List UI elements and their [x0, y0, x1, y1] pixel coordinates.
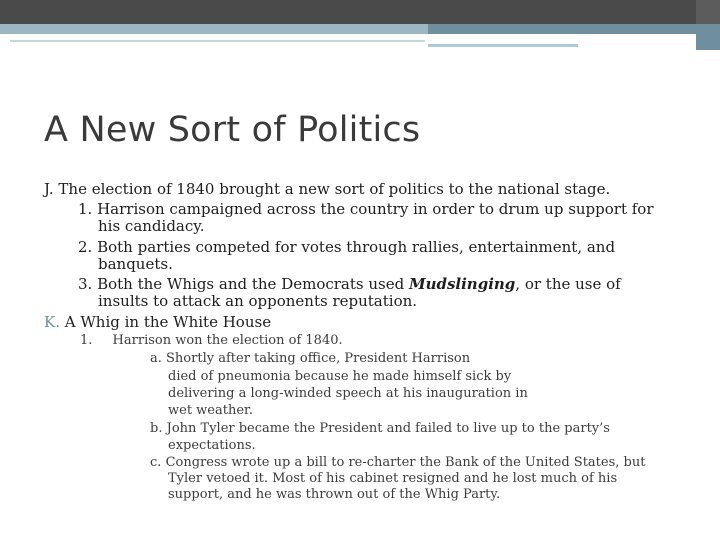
k-heading [44, 313, 271, 331]
j-item-3-text-before: Both the Whigs and the Democrats used [97, 275, 409, 293]
accent-under [696, 34, 720, 50]
k-sub-a-marker: a. [150, 351, 162, 366]
k-sub-a-line-1 [150, 351, 470, 366]
thin-divider-short [428, 44, 578, 47]
j-item-3-text-after: , or the use of [515, 275, 621, 293]
k-sub-a-line-3: delivering a long-winded speech at his inauguration in [168, 386, 528, 401]
mudslinging-emphasis: Mudslinging [408, 275, 516, 293]
k-sub-a-text: Shortly after taking office, President Harrison [166, 351, 471, 366]
j-item-1-text: Harrison campaigned across the country in order to drum up support for [97, 200, 654, 218]
top-bar-right-block [696, 0, 720, 24]
k-text: A Whig in the White House [64, 313, 272, 331]
k-sub-c-line-3: support, and he was thrown out of the Whig Party. [168, 487, 501, 502]
j-item-2-line-1 [78, 238, 615, 256]
k-sub-c-text: Congress wrote up a bill to re-charter the Bank of the United States, but [165, 455, 646, 470]
j-item-2-text: Both parties competed for votes through rallies, entertainment, and [97, 238, 616, 256]
k-item-1-number: 1. [80, 333, 93, 348]
j-heading [44, 180, 610, 198]
k-sub-b-marker: b. [150, 421, 163, 436]
k-sub-b-line-2: expectations. [168, 438, 256, 453]
k-item-1 [80, 333, 343, 348]
j-item-2-line-2: banquets. [98, 255, 173, 273]
j-item-2-number: 2. [78, 238, 93, 256]
k-sub-b-line-1 [150, 421, 610, 436]
k-sub-c-marker: c. [150, 455, 162, 470]
j-marker: J. [44, 180, 54, 198]
j-item-3-line-2: insults to attack an opponents reputation. [98, 292, 418, 310]
k-sub-c-line-2: Tyler vetoed it. Most of his cabinet resigned and he lost much of his [168, 471, 618, 486]
k-sub-b-text: John Tyler became the President and failed to live up to the party’s [166, 421, 610, 436]
j-item-1-line-2: his candidacy. [98, 217, 205, 235]
accent-line-dark [428, 24, 720, 34]
k-sub-a-line-4: wet weather. [168, 403, 253, 418]
j-item-1-number: 1. [78, 200, 93, 218]
k-item-1-text: Harrison won the election of 1840. [112, 333, 343, 348]
j-item-3-line-1 [78, 275, 621, 293]
j-item-1-line-1 [78, 200, 654, 218]
j-item-3-number: 3. [78, 275, 93, 293]
slide-title: A New Sort of Politics [44, 110, 421, 150]
j-text: The election of 1840 brought a new sort of politics to the national stage. [58, 180, 611, 198]
k-sub-a-line-2: died of pneumonia because he made himself sick by [168, 369, 512, 384]
thin-divider [10, 40, 425, 42]
k-marker: K. [44, 313, 60, 331]
k-sub-c-line-1 [150, 455, 645, 470]
top-bar [0, 0, 720, 24]
